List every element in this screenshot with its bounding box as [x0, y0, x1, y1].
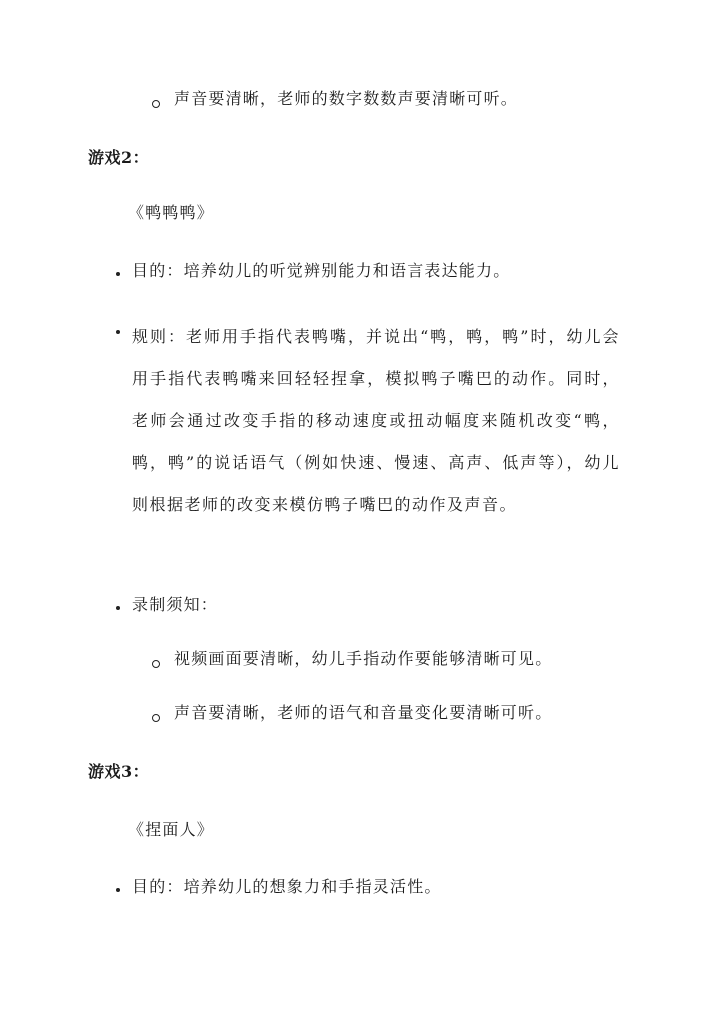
recording-item-sound: 声音要清晰，老师的语气和音量变化要清晰可听。	[174, 703, 553, 722]
game2-title: 《鸭鸭鸭》	[128, 203, 215, 222]
bullet-dot-icon	[116, 606, 120, 610]
game2-rules: 规则：老师用手指代表鸭嘴，并说出“鸭，鸭，鸭”时，幼儿会用手指代表鸭嘴来回轻轻捏拿，模拟鸭子嘴巴的动作。同时，老师会通过改变手指的移动速度或扭动幅度来随机改变“鸭，鸭，鸭”的说话语气（例如快速、慢速、高声、低声等），幼儿则根据老师的改变来模仿鸭子嘴巴的动作及声音。	[132, 327, 620, 514]
recording-item-video: 视频画面要清晰，幼儿手指动作要能够清晰可见。	[174, 649, 553, 668]
game2-heading: 游戏2：	[88, 148, 150, 167]
game3-title: 《捏面人》	[128, 820, 215, 839]
game3-goal: 目的：培养幼儿的想象力和手指灵活性。	[132, 877, 442, 896]
bullet-dot-icon	[116, 272, 120, 276]
sub-item-sound: 声音要清晰，老师的数字数数声要清晰可听。	[174, 89, 519, 108]
game2-recording-label: 录制须知：	[132, 595, 219, 614]
sub-bullet-circle-icon	[152, 714, 160, 722]
bullet-dot-icon	[116, 330, 120, 334]
sub-bullet-circle-icon	[152, 100, 160, 108]
bullet-dot-icon	[116, 888, 120, 892]
game2-goal: 目的：培养幼儿的听觉辨别能力和语言表达能力。	[132, 261, 511, 280]
sub-bullet-circle-icon	[152, 660, 160, 668]
game3-heading: 游戏3：	[88, 762, 150, 781]
